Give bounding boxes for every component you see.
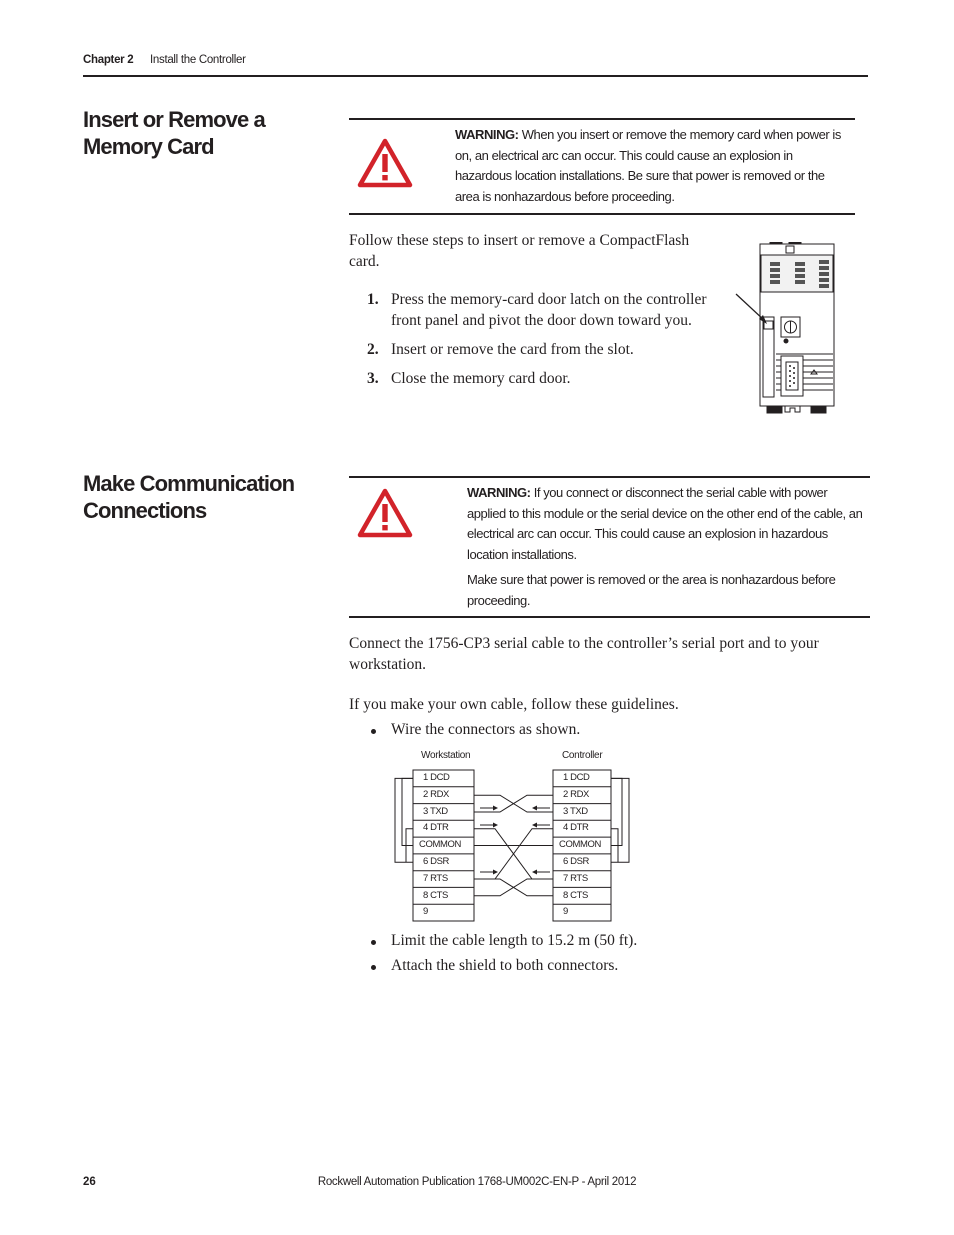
- workstation-label: Workstation: [421, 750, 471, 761]
- pin-label: 9: [423, 906, 428, 918]
- chapter-label: Chapter 2: [83, 54, 134, 66]
- memory-card-intro: Follow these steps to insert or remove a CompactFlash card.: [349, 232, 690, 270]
- pin-label: 7 RTS: [563, 872, 588, 884]
- cable-guidelines: [349, 931, 864, 977]
- pin-label: 2 RDX: [423, 788, 449, 800]
- page-number: 26: [83, 1176, 96, 1188]
- pin-label: 9: [563, 906, 568, 918]
- warning-label: WARNING:: [455, 127, 519, 142]
- running-header: [83, 53, 868, 77]
- pin-label: COMMON: [559, 839, 601, 851]
- step-item: 1. Press the memory-card door latch on the controller front panel and pivot the door down toward you.: [367, 291, 707, 329]
- communication-heading: Make Communication Connections: [83, 471, 295, 523]
- pin-label: 1 DCD: [423, 772, 450, 783]
- workstation-pin-labels: [413, 770, 474, 921]
- pin-label: 3 TXD: [423, 805, 448, 817]
- controller-label: Controller: [562, 750, 603, 761]
- pin-label: 6 DSR: [563, 855, 589, 867]
- bullet-item: Limit the cable length to 15.2 m (50 ft).: [349, 931, 864, 952]
- cable-paragraph: Connect the 1756-CP3 serial cable to the controller’s serial port and to your workstation.: [349, 635, 819, 673]
- memory-card-instructions: [349, 231, 714, 398]
- bullet-list: [349, 720, 864, 741]
- memory-card-heading: Insert or Remove a Memory Card: [83, 107, 265, 159]
- warning-body: If you connect or disconnect the serial cable with power applied to this module or the serial device on the other end of the cable, an electrical arc can occur. This could cause an explosion in hazardous location installations.: [467, 485, 863, 562]
- warning-label: WARNING:: [467, 485, 531, 500]
- pin-label: 4 DTR: [423, 822, 449, 834]
- warning-body: When you insert or remove the memory card when power is on, an electrical arc can occur. This could cause an explosion in hazardous location installations. Be sure that power is removed or the area is nonhazardous before proceeding.: [455, 127, 841, 204]
- pin-label: 2 RDX: [563, 788, 589, 800]
- pin-label: 4 DTR: [563, 822, 589, 834]
- memory-card-warning: [349, 118, 855, 215]
- pin-label: 7 RTS: [423, 872, 448, 884]
- publication-info: Rockwell Automation Publication 1768-UM002C-EN-P - April 2012: [317, 1176, 637, 1188]
- warning-triangle-icon: [357, 138, 413, 188]
- section-label: Install the Controller: [150, 54, 246, 66]
- pin-label: 3 TXD: [563, 805, 588, 817]
- bullet-item: Attach the shield to both connectors.: [349, 956, 864, 977]
- communication-warning-text: [467, 483, 865, 611]
- memory-card-warning-text: [455, 125, 850, 207]
- pin-label: 1 DCD: [563, 772, 590, 783]
- step-item: 3. Close the memory card door.: [367, 369, 571, 387]
- controller-illustration: [733, 242, 838, 416]
- warning-triangle-icon: [357, 488, 413, 538]
- warning-body-2: Make sure that power is removed or the area is nonhazardous before proceeding.: [467, 572, 836, 608]
- bullet-list: [349, 931, 864, 977]
- communication-body: [349, 634, 864, 740]
- guidelines-paragraph: If you make your own cable, follow these guidelines.: [349, 696, 679, 713]
- pin-label: 8 CTS: [423, 889, 448, 901]
- pin-label: COMMON: [419, 839, 461, 851]
- step-item: 2. Insert or remove the card from the slot.: [367, 340, 634, 358]
- communication-warning: [349, 476, 870, 618]
- bullet-item: Wire the connectors as shown.: [349, 720, 864, 741]
- pin-label: 6 DSR: [423, 855, 449, 867]
- pin-label: 8 CTS: [563, 889, 588, 901]
- steps-list: [349, 290, 714, 389]
- controller-pin-labels: [553, 770, 611, 921]
